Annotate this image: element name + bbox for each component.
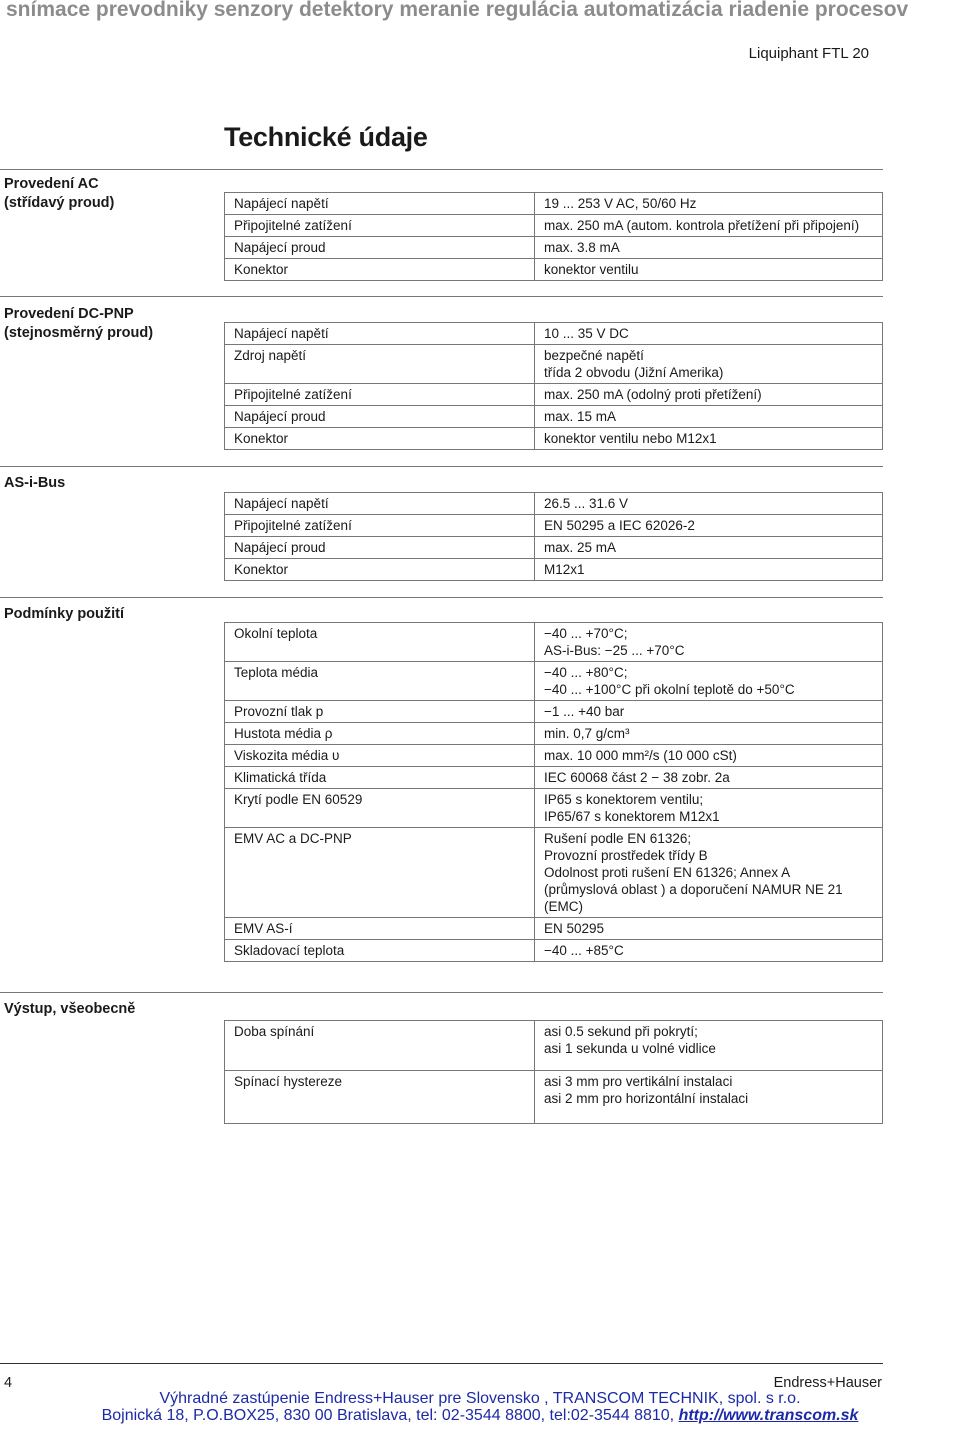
distributor-address: Bojnická 18, P.O.BOX25, 830 00 Bratislava, tel: 02-3544 8800, tel:02-3544 8810, — [101, 1407, 675, 1424]
spec-value: IP65 s konektorem ventilu; IP65/67 s konektorem M12x1 — [535, 789, 883, 828]
spec-label: Provozní tlak p — [225, 701, 535, 723]
spec-label: Připojitelné zatížení — [225, 515, 535, 537]
table-conditions — [224, 622, 883, 962]
spec-value: bezpečné napětí třída 2 obvodu (Jižní Amerika) — [535, 345, 883, 384]
table-row — [225, 193, 883, 215]
table-row — [225, 493, 883, 515]
table-dcpnp — [224, 322, 883, 450]
spec-value: 26.5 ... 31.6 V — [535, 493, 883, 515]
spec-value: max. 15 mA — [535, 406, 883, 428]
table-row — [225, 237, 883, 259]
footer-rule — [0, 1363, 883, 1364]
spec-label: Napájecí proud — [225, 237, 535, 259]
spec-label: Napájecí proud — [225, 406, 535, 428]
table-row — [225, 384, 883, 406]
table-row — [225, 1021, 883, 1071]
product-name: Liquiphant FTL 20 — [748, 45, 869, 62]
spec-label: Krytí podle EN 60529 — [225, 789, 535, 828]
table-row — [225, 918, 883, 940]
page-title: Technické údaje — [224, 122, 428, 152]
spec-label: Zdroj napětí — [225, 345, 535, 384]
spec-value: −40 ... +80°C; −40 ... +100°C při okolní teplotě do +50°C — [535, 662, 883, 701]
spec-value: −1 ... +40 bar — [535, 701, 883, 723]
spec-label: Připojitelné zatížení — [225, 384, 535, 406]
table-row — [225, 537, 883, 559]
spec-value: asi 3 mm pro vertikální instalaci asi 2 mm pro horizontální instalaci — [535, 1071, 883, 1124]
table-row — [225, 259, 883, 281]
distributor-link[interactable]: http://www.transcom.sk — [678, 1407, 859, 1424]
spec-value: asi 0.5 sekund při pokrytí; asi 1 sekunda u volné vidlice — [535, 1021, 883, 1071]
spec-value: max. 3.8 mA — [535, 237, 883, 259]
spec-value: 19 ... 253 V AC, 50/60 Hz — [535, 193, 883, 215]
table-row — [225, 623, 883, 662]
table-row — [225, 828, 883, 918]
spec-label: Napájecí proud — [225, 537, 535, 559]
spec-value: −40 ... +85°C — [535, 940, 883, 962]
table-row — [225, 515, 883, 537]
spec-label: Skladovací teplota — [225, 940, 535, 962]
spec-label: Viskozita média υ — [225, 745, 535, 767]
spec-label: Napájecí napětí — [225, 323, 535, 345]
distributor-line-2 — [0, 1407, 960, 1425]
table-row — [225, 662, 883, 701]
spec-value: IEC 60068 část 2 − 38 zobr. 2a — [535, 767, 883, 789]
section-label-dcpnp: Provedení DC-PNP (stejnosměrný proud) — [4, 306, 154, 341]
spec-label: Teplota média — [225, 662, 535, 701]
spec-label: EMV AC a DC-PNP — [225, 828, 535, 918]
spec-value: M12x1 — [535, 559, 883, 581]
spec-value: konektor ventilu nebo M12x1 — [535, 428, 883, 450]
spec-label: Klimatická třída — [225, 767, 535, 789]
table-ac — [224, 192, 883, 281]
table-row — [225, 406, 883, 428]
distributor-line-1: Výhradné zastúpenie Endress+Hauser pre Slovensko , TRANSCOM TECHNIK, spol. s r.o. — [159, 1390, 801, 1407]
section-rule-conditions — [0, 597, 883, 598]
spec-value: min. 0,7 g/cm³ — [535, 723, 883, 745]
spec-label: Doba spínání — [225, 1021, 535, 1071]
spec-value: konektor ventilu — [535, 259, 883, 281]
spec-value: EN 50295 a IEC 62026-2 — [535, 515, 883, 537]
spec-value: max. 10 000 mm²/s (10 000 cSt) — [535, 745, 883, 767]
table-row — [225, 767, 883, 789]
table-row — [225, 701, 883, 723]
table-row — [225, 723, 883, 745]
section-label-conditions: Podmínky použití — [4, 606, 125, 622]
spec-label: Konektor — [225, 259, 535, 281]
brand-name: Endress+Hauser — [773, 1375, 882, 1391]
table-row — [225, 789, 883, 828]
section-label-asi: AS-i-Bus — [4, 475, 66, 491]
table-row — [225, 559, 883, 581]
table-row — [225, 345, 883, 384]
page-number: 4 — [4, 1375, 13, 1391]
spec-value: 10 ... 35 V DC — [535, 323, 883, 345]
spec-value: max. 250 mA (odolný proti přetížení) — [535, 384, 883, 406]
section-rule-asi — [0, 466, 883, 467]
table-row — [225, 1071, 883, 1124]
table-row — [225, 940, 883, 962]
table-row — [225, 323, 883, 345]
table-row — [225, 745, 883, 767]
spec-value: −40 ... +70°C; AS-i-Bus: −25 ... +70°C — [535, 623, 883, 662]
spec-label: Připojitelné zatížení — [225, 215, 535, 237]
spec-label: Napájecí napětí — [225, 193, 535, 215]
spec-label: Hustota média ρ — [225, 723, 535, 745]
section-label-output: Výstup, všeobecně — [4, 1001, 136, 1017]
spec-value: max. 250 mA (autom. kontrola přetížení při připojení) — [535, 215, 883, 237]
section-rule-output — [0, 992, 883, 993]
section-rule-ac — [0, 169, 883, 170]
section-rule-dcpnp — [0, 296, 883, 297]
watermark-banner: snímace prevodniky senzory detektory meranie regulácia automatizácia riadenie procesov — [6, 0, 909, 21]
spec-label: Konektor — [225, 559, 535, 581]
spec-value: max. 25 mA — [535, 537, 883, 559]
spec-label: EMV AS-í — [225, 918, 535, 940]
spec-label: Konektor — [225, 428, 535, 450]
spec-value: Rušení podle EN 61326; Provozní prostředek třídy B Odolnost proti rušení EN 61326; Annex A (průmyslová oblast ) a doporučení NAMUR NE 21 (EMC) — [535, 828, 883, 918]
spec-label: Napájecí napětí — [225, 493, 535, 515]
table-row — [225, 215, 883, 237]
spec-label: Okolní teplota — [225, 623, 535, 662]
table-output — [224, 1020, 883, 1124]
spec-label: Spínací hystereze — [225, 1071, 535, 1124]
table-asi — [224, 492, 883, 581]
spec-value: EN 50295 — [535, 918, 883, 940]
section-label-ac: Provedení AC (střídavý proud) — [4, 176, 115, 211]
table-row — [225, 428, 883, 450]
